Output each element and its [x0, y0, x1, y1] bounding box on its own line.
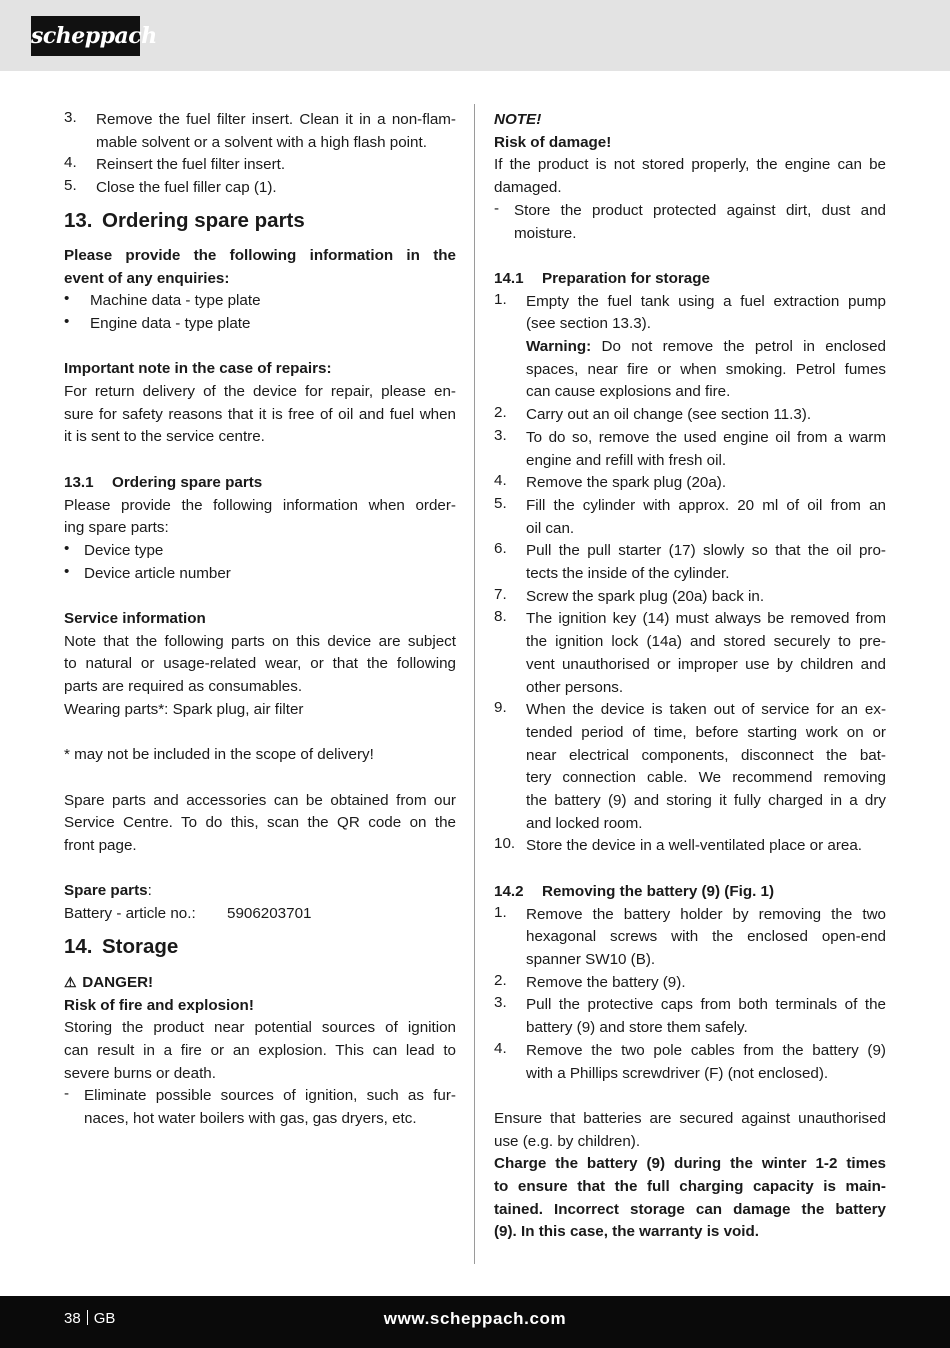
repairs-heading: Important note in the case of repairs:	[64, 360, 332, 378]
list-item: 5. Fill the cylinder with approx. 20 ml of oil from an oil can.	[494, 494, 886, 537]
delivery-note: * may not be included in the scope of delivery!	[64, 746, 374, 764]
column-divider	[474, 104, 475, 1264]
ensure-text: Ensure that batteries are secured against unauthorised	[494, 1109, 886, 1127]
service-heading: Service information	[64, 610, 206, 628]
subsection-heading-14-2: 14.2 Removing the battery (9) (Fig. 1)	[494, 882, 775, 900]
subsection-heading-13-1: 13.1 Ordering spare parts	[64, 473, 263, 491]
danger-label: ⚠ DANGER!	[64, 971, 456, 995]
list-item: • Engine data - type plate	[64, 312, 251, 332]
list-item: 5. Close the fuel filler cap (1).	[64, 177, 277, 197]
list-item: 7. Screw the spark plug (20a) back in.	[494, 585, 765, 605]
battery-removal-list	[494, 904, 886, 1086]
list-item: 9. When the device is taken out of service for an ex- tended period of time, before starting work on or near electrical components, disconnect the bat- tery connection cable. We recommend removing the battery (9) and storing it fully charged in a dry and locked room.	[494, 699, 886, 832]
subsection-heading-14-1: 14.1 Preparation for storage	[494, 269, 710, 287]
list-item: - Store the product protected against dirt, dust and moisture.	[494, 199, 886, 242]
list-item: 2. Carry out an oil change (see section 11.3).	[494, 404, 812, 424]
list-item: 3. Remove the fuel filter insert. Clean it in a non-flam- mable solvent or a solvent with a high flash point.	[64, 109, 456, 151]
list-item: • Device article number	[64, 562, 231, 582]
brand-logo: scheppach	[31, 16, 140, 56]
list-item: 1. Remove the battery holder by removing the two hexagonal screws with the enclosed open-end spanner SW10 (B).	[494, 903, 886, 968]
warning-note: Warning: Do not remove the petrol in enclosed spaces, near fire or when smoking. Petrol fumes can cause explosions and fire.	[526, 338, 886, 401]
list-item: • Machine data - type plate	[64, 290, 261, 310]
enquiry-heading: Please provide the following information in the	[64, 246, 456, 264]
battery-article: Battery - article no.: 5906203701	[64, 905, 312, 923]
spare-parts-heading: Spare parts:	[64, 882, 152, 900]
wearing-parts: Wearing parts*: Spark plug, air filter	[64, 700, 304, 718]
website-link[interactable]: www.scheppach.com	[383, 1309, 567, 1328]
list-item: 4. Reinsert the fuel filter insert.	[64, 154, 286, 174]
list-item: • Device type	[64, 539, 164, 559]
list-item: 3. Pull the protective caps from both terminals of the battery (9) and store them safely.	[494, 994, 886, 1037]
list-item: 1. Empty the fuel tank using a fuel extraction pump (see section 13.3).	[494, 290, 886, 333]
page-number: 38 GB	[64, 1310, 116, 1327]
list-item: 2. Remove the battery (9).	[494, 971, 686, 991]
damage-heading: Risk of damage!	[494, 133, 612, 151]
preparation-list	[494, 291, 886, 859]
list-item: 10. Store the device in a well-ventilated place or area.	[494, 835, 863, 855]
list-item: 6. Pull the pull starter (17) slowly so that the oil pro- tects the inside of the cylinder.	[494, 540, 886, 583]
list-item: - Eliminate possible sources of ignition, such as fur- naces, hot water boilers with gas, gas dryers, etc.	[64, 1085, 456, 1128]
charge-text: Charge the battery (9) during the winter 1-2 times	[494, 1155, 886, 1173]
right-column: NOTE! Risk of damage! If the product is not stored properly, the engine can be damaged. - Store the product protected against dirt, dust and moisture. 14.1 Preparation for storage 1. Empty the fuel tank using a fuel extraction pump (see section 13.3). Warning: Do not remove the petrol in enclosed spaces, near fire or when smoking. Petrol fumes can cause explosions and fire. 2. Carry out an oil change (see section 11.3). 3. To do so, remove the used engine oil from a warm engine and refill with fresh oil. 4. Remove the spark plug (20a). 5. Fill the cylinder with approx. 20 ml of oil from an oil can. 6. Pull the pull starter (17) slowly so that the oil pro- tects the inside of the cylinder. 7. Screw the spark plug (20a) back in. 8. The ignition key (14) must always be removed from the ignition lock (14a) and stored securely to pre- vent unauthorised or improper use by children and other persons. 9. When the device is taken out of service for an ex- tended period of time, before starting work on or near electrical components, disconnect the bat- tery connection cable. We recommend removing the battery (9) and storing it fully charged in a dry and locked room. 10. Store the device in a well-ventilated place or area. 14.2 Removing the battery (9) (Fig. 1) 1. Remove the battery holder by removing the two hexagonal screws with the enclosed open-end spanner SW10 (B). 2. Remove the battery (9). 3. Pull the protective caps from both terminals of the battery (9) and store them safely. 4. Remove the two pole cables from the battery (9) with a Phillips screwdriver (F) (not enclosed). Ensure that batteries are secured against unauthorised use (e.g. by children). Charge the battery (9) during the winter 1-2 times to ensure that the full charging capacity is main- tained. Incorrect storage can damage the battery (9). In this case, the warranty is void.	[494, 111, 886, 1241]
note-label: NOTE!	[494, 111, 542, 128]
section-heading-13: 13. Ordering spare parts	[64, 208, 305, 232]
section-heading-14: 14. Storage	[64, 934, 179, 958]
left-column: 3. Remove the fuel filter insert. Clean it in a non-flam- mable solvent or a solvent with a high flash point. 4. Reinsert the fuel filter insert. 5. Close the fuel filler cap (1). 13. Ordering spare parts Please provide the following information in the event of any enquiries: • Machine data - type plate • Engine data - type plate Important note in the case of repairs: For return delivery of the device for repair, please en- sure for safety reasons that it is free of oil and fuel when it is sent to the service centre. 13.1 Ordering spare parts Please provide the following information when order- ing spare parts: • Device type • Device article number Service information Note that the following parts on this device are subject to natural or usage-related wear, or that the following parts are required as consumables. Wearing parts*: Spark plug, air filter * may not be included in the scope of delivery! Spare parts and accessories can be obtained from our Service Centre. To do this, scan the QR code on the front page. Spare parts: Battery - article no.: 5906203701 14. Storage ⚠ DANGER! Risk of fire and explosion! Storing the product near potential sources of ignition can result in a fire or an explosion. This can lead to severe burns or death. - Eliminate possible sources of ignition, such as fur- naces, hot water boilers with gas, gas dryers, etc.	[64, 109, 456, 1131]
fuel-filter-list	[64, 109, 456, 200]
warning-triangle-icon: ⚠	[64, 973, 77, 990]
fire-heading: Risk of fire and explosion!	[64, 996, 254, 1014]
page-header	[0, 0, 950, 71]
list-item: 3. To do so, remove the used engine oil from a warm engine and refill with fresh oil.	[494, 426, 886, 469]
list-item: 4. Remove the spark plug (20a).	[494, 472, 727, 492]
page-footer	[0, 1296, 950, 1348]
list-item: 8. The ignition key (14) must always be removed from the ignition lock (14a) and stored securely to pre- vent unauthorised or improper use by children and other persons.	[494, 608, 886, 696]
list-item: 4. Remove the two pole cables from the battery (9) with a Phillips screwdriver (F) (not enclosed).	[494, 1039, 886, 1082]
